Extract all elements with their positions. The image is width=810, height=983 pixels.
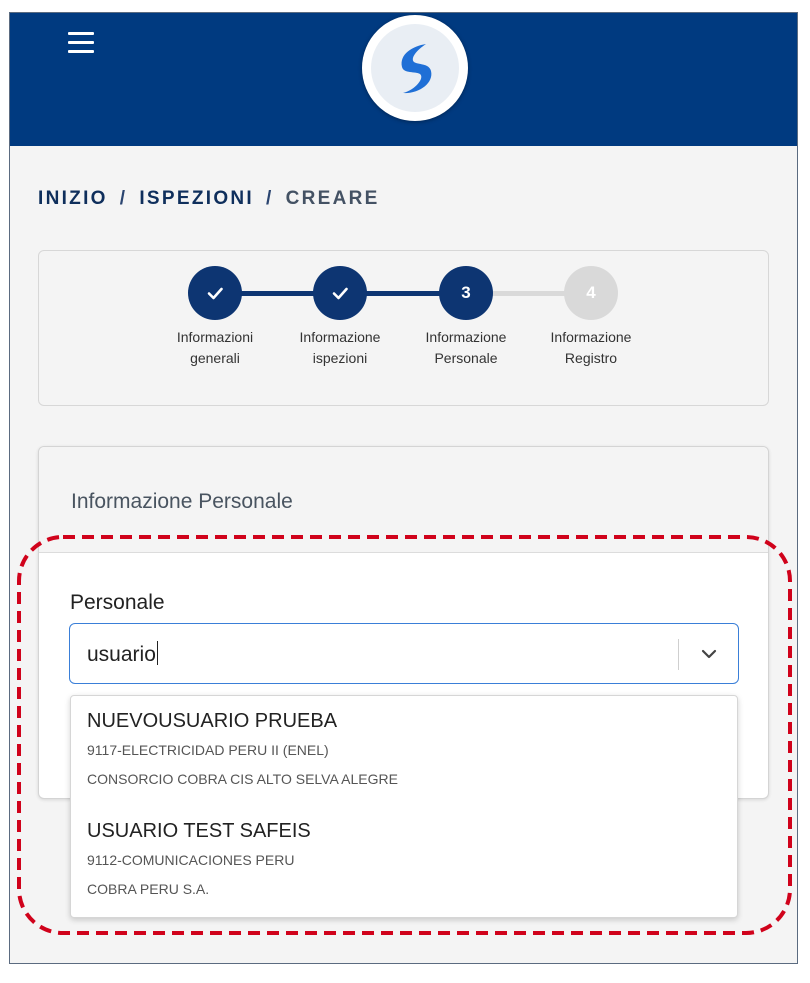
step-1-label-line1: Informazioni <box>176 329 254 345</box>
step-3-circle[interactable] <box>439 266 493 320</box>
check-icon <box>329 282 351 304</box>
select-divider <box>678 639 679 670</box>
step-4-number: 4 <box>586 283 596 302</box>
step-1-label-line2: generali <box>190 350 240 366</box>
chevron-down-icon[interactable] <box>698 643 720 665</box>
option-code: 9117-ELECTRICIDAD PERU II (ENEL) <box>87 742 329 758</box>
step-4-label <box>536 327 646 369</box>
logo[interactable] <box>362 15 468 121</box>
step-2-label <box>285 327 395 369</box>
step-4-label-line1: Informazione <box>550 329 632 345</box>
step-2-label-line2: ispezioni <box>312 350 368 366</box>
step-4-circle[interactable] <box>564 266 618 320</box>
step-4-label-line2: Registro <box>564 350 618 366</box>
top-bar <box>10 13 797 146</box>
personale-input-value: usuario <box>87 643 156 666</box>
step-3-label-line2: Personale <box>434 350 498 366</box>
breadcrumb <box>38 188 380 210</box>
personale-dropdown <box>70 695 738 918</box>
step-1-label <box>160 327 270 369</box>
option-company: CONSORCIO COBRA CIS ALTO SELVA ALEGRE <box>87 771 398 787</box>
breadcrumb-separator: / <box>266 188 274 209</box>
dropdown-option[interactable] <box>71 696 737 806</box>
personale-label: Personale <box>70 591 165 614</box>
step-2-circle[interactable] <box>313 266 367 320</box>
step-3-label <box>411 327 521 369</box>
stepper-card <box>38 250 769 406</box>
text-caret <box>157 641 159 665</box>
dropdown-option[interactable] <box>71 806 737 916</box>
step-3-number: 3 <box>461 283 471 302</box>
form-card-header <box>39 447 768 553</box>
breadcrumb-home[interactable]: INIZIO <box>38 188 108 209</box>
option-name: USUARIO TEST SAFEIS <box>87 820 311 842</box>
step-3-label-line1: Informazione <box>425 329 507 345</box>
step-2-label-line1: Informazione <box>299 329 381 345</box>
section-title: Informazione Personale <box>71 490 293 513</box>
personale-input[interactable] <box>87 641 158 667</box>
hamburger-icon[interactable] <box>68 32 94 54</box>
option-code: 9112-COMUNICACIONES PERU <box>87 852 295 868</box>
option-name: NUEVOUSUARIO PRUEBA <box>87 710 338 732</box>
breadcrumb-current: CREARE <box>285 188 380 209</box>
breadcrumb-ispezioni[interactable]: ISPEZIONI <box>139 188 255 209</box>
breadcrumb-separator: / <box>119 188 128 209</box>
app-frame <box>9 12 798 964</box>
check-icon <box>204 282 226 304</box>
logo-mark <box>371 24 459 112</box>
option-company: COBRA PERU S.A. <box>87 881 210 897</box>
personale-select[interactable] <box>69 623 739 684</box>
step-1-circle[interactable] <box>188 266 242 320</box>
